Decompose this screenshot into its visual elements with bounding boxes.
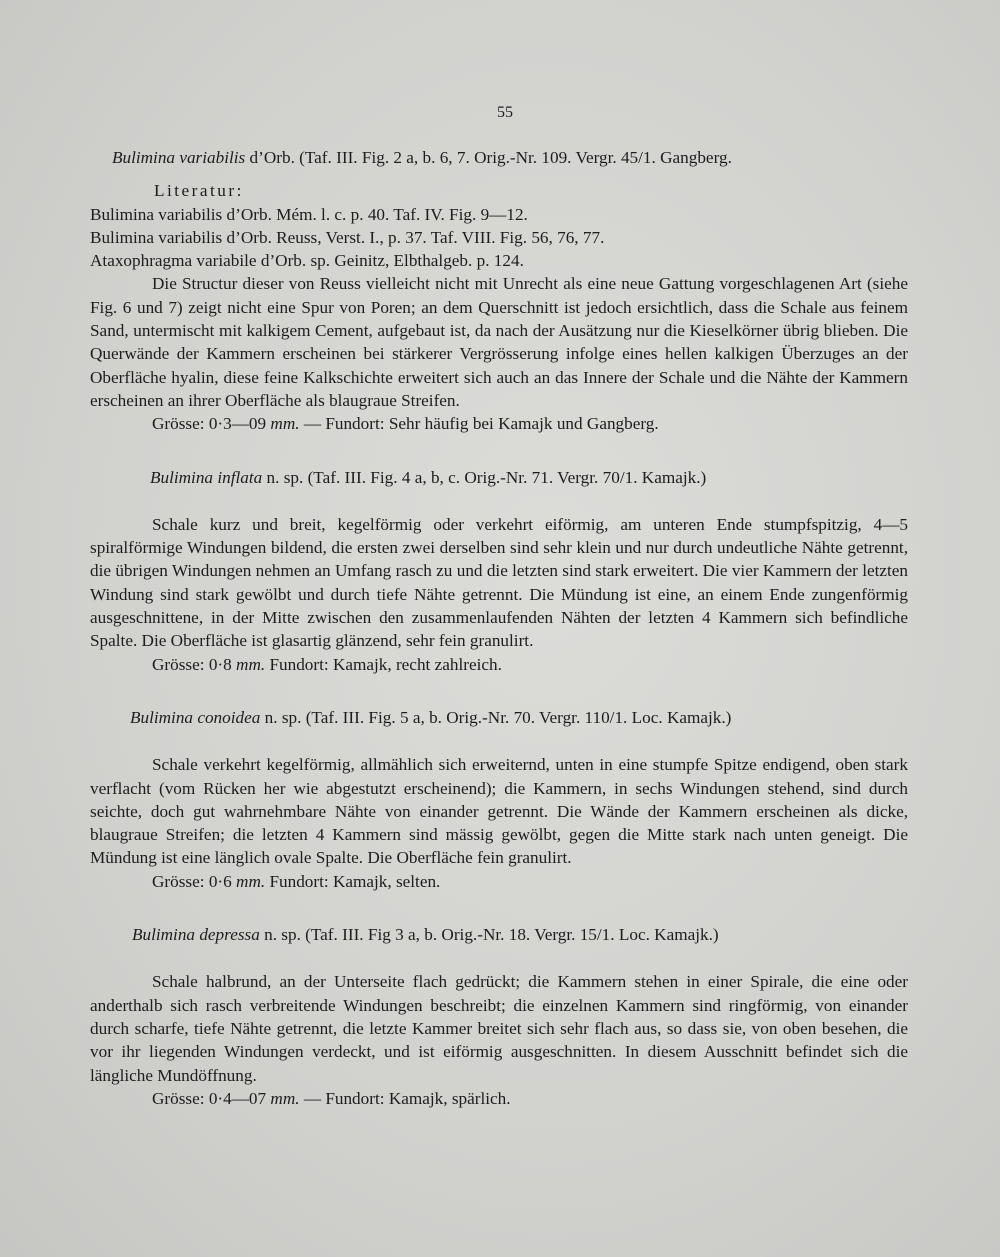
genus-name: Bulimina <box>112 148 176 167</box>
species-entry-depressa <box>90 923 908 1110</box>
species-name: variabilis <box>179 148 246 167</box>
locality: — Fundort: Kamajk, spärlich. <box>303 1088 511 1108</box>
species-heading <box>132 923 908 946</box>
size-unit: mm. <box>270 1088 300 1108</box>
size-value: 0·8 <box>208 654 232 674</box>
genus-name: Bulimina <box>132 925 196 945</box>
description-paragraph: Schale halbrund, an der Unterseite flach gedrückt; die Kammern stehen in einer Spirale, die eine oder anderthalb sich rasch verbreitende Windungen beschreibt; die einzelnen Kammern sind ringförmig, von einander durch scharfe, tiefe Nähte getrennt, die letzte Kammer breitet sich sehr flach aus, so dass sie, von oben besehen, die vor ihr liegenden Windungen verdeckt, und ist eiförmig ausgeschnitten. In diesem Ausschnitt befindet sich die längliche Mundöffnung. <box>90 972 908 1085</box>
description-paragraph: Die Structur dieser von Reuss vielleicht nicht mit Unrecht als eine neue Gattung vorgeschlagenen Art (siehe Fig. 6 und 7) zeigt nicht eine Spur von Poren; an dem Querschnitt ist jedoch ersichtlich, dass die Schale aus feinem Sand, untermischt mit kalkigem Cement, aufgebaut ist, da nach der Ausätzung nur die Kieselkörner übrig blieben. Die Querwände der Kammern erscheinen bei stärkerer Vergrösserung infolge eines hellen kalkigen Überzuges an der Oberfläche hyalin, diese feine Kalkschichte erweitert sich auch an das Innere der Schale und die Nähte der Kammern erscheinen an ihrer Oberfläche als blaugraue Streifen. <box>90 274 908 410</box>
literature-item: Bulimina variabilis d’Orb. Reuss, Verst. I., p. 37. Taf. VIII. Fig. 56, 76, 77. <box>90 227 605 247</box>
size-label: Grösse: <box>152 1088 205 1108</box>
page-number: 55 <box>497 104 513 121</box>
species-name: conoidea <box>197 707 261 727</box>
heading-details: d’Orb. (Taf. III. Fig. 2 a, b. 6, 7. Orig.-Nr. 109. Vergr. 45/1. Gangberg. <box>249 148 732 167</box>
locality: Fundort: Kamajk, recht zahlreich. <box>269 654 502 674</box>
size-unit: mm. <box>236 871 266 891</box>
heading-details: n. sp. (Taf. III. Fig. 5 a, b. Orig.-Nr. 70. Vergr. 110/1. Loc. Kamajk.) <box>264 707 732 727</box>
literature-label: Literatur: <box>154 181 244 201</box>
size-line <box>152 870 908 893</box>
text-column <box>90 146 908 1110</box>
size-label: Grösse: <box>152 654 205 674</box>
literature-list <box>90 203 908 273</box>
size-line <box>152 653 908 676</box>
species-heading <box>112 146 908 169</box>
species-entry-conoidea <box>90 706 908 893</box>
literature-item: Ataxophragma variabile d’Orb. sp. Geinitz, Elbthalgeb. p. 124. <box>90 251 524 271</box>
species-description <box>90 513 908 653</box>
genus-name: Bulimina <box>130 707 194 727</box>
species-name: inflata <box>217 467 263 487</box>
size-value: 0·6 <box>208 871 232 891</box>
heading-details: n. sp. (Taf. III. Fig. 4 a, b, c. Orig.-Nr. 71. Vergr. 70/1. Kamajk.) <box>266 467 707 487</box>
species-description <box>90 753 908 869</box>
description-paragraph: Schale kurz und breit, kegelförmig oder verkehrt eiförmig, am unteren Ende stumpfspitzig, 4—5 spiralförmige Windungen bildend, die ersten zwei derselben sind sehr klein und nur durch undeutliche Nähte getrennt, die übrigen Windungen nehmen an Umfang rasch zu und die letzten sind stark erweitert. Die vier Kammern der letzten Windung sind stark gewölbt und durch tiefe Nähte getrennt. Die Mündung ist eine, an einem Ende zungenförmig ausgeschnittene, in der Mitte zwischen den zusammenlaufenden Nähten der letzten 4 Kammern sich befindliche Spalte. Die Oberfläche ist glasartig glänzend, sehr fein granulirt. <box>90 514 908 651</box>
locality: — Fundort: Sehr häufig bei Kamajk und Gangberg. <box>303 414 659 434</box>
size-value: 0·4—07 <box>208 1088 267 1108</box>
description-paragraph: Schale verkehrt kegelförmig, allmählich sich erweiternd, unten in eine stumpfe Spitze endigend, oben stark verflacht (vom Rücken her wie abgestutzt erscheinend); die Kammern, in sechs Windungen stehend, sind durch seichte, doch gut wahrnehmbare Nähte von einander getrennt. Die Wände der Kammern erscheinen als dicke, blaugraue Streifen; die letzten 4 Kammern sind mässig gewölbt, gegen die Mitte stark nach unten geneigt. Die Mündung ist eine länglich ovale Spalte. Die Oberfläche fein granulirt. <box>90 755 908 868</box>
size-label: Grösse: <box>152 414 205 434</box>
species-heading <box>150 466 908 489</box>
locality: Fundort: Kamajk, selten. <box>269 871 441 891</box>
species-description <box>90 970 908 1086</box>
literature-item: Bulimina variabilis d’Orb. Mém. l. c. p. 40. Taf. IV. Fig. 9—12. <box>90 204 528 224</box>
species-name: depressa <box>199 925 260 945</box>
species-heading <box>130 706 908 729</box>
species-description <box>90 272 908 412</box>
size-unit: mm. <box>236 654 266 674</box>
species-entry-inflata <box>90 466 908 676</box>
species-entry-variabilis <box>90 146 908 436</box>
size-line <box>152 412 908 435</box>
size-label: Grösse: <box>152 871 205 891</box>
genus-name: Bulimina <box>150 467 214 487</box>
size-value: 0·3—09 <box>208 414 267 434</box>
heading-details: n. sp. (Taf. III. Fig 3 a, b. Orig.-Nr. 18. Vergr. 15/1. Loc. Kamajk.) <box>264 925 719 945</box>
size-unit: mm. <box>270 414 300 434</box>
size-line <box>152 1087 908 1110</box>
